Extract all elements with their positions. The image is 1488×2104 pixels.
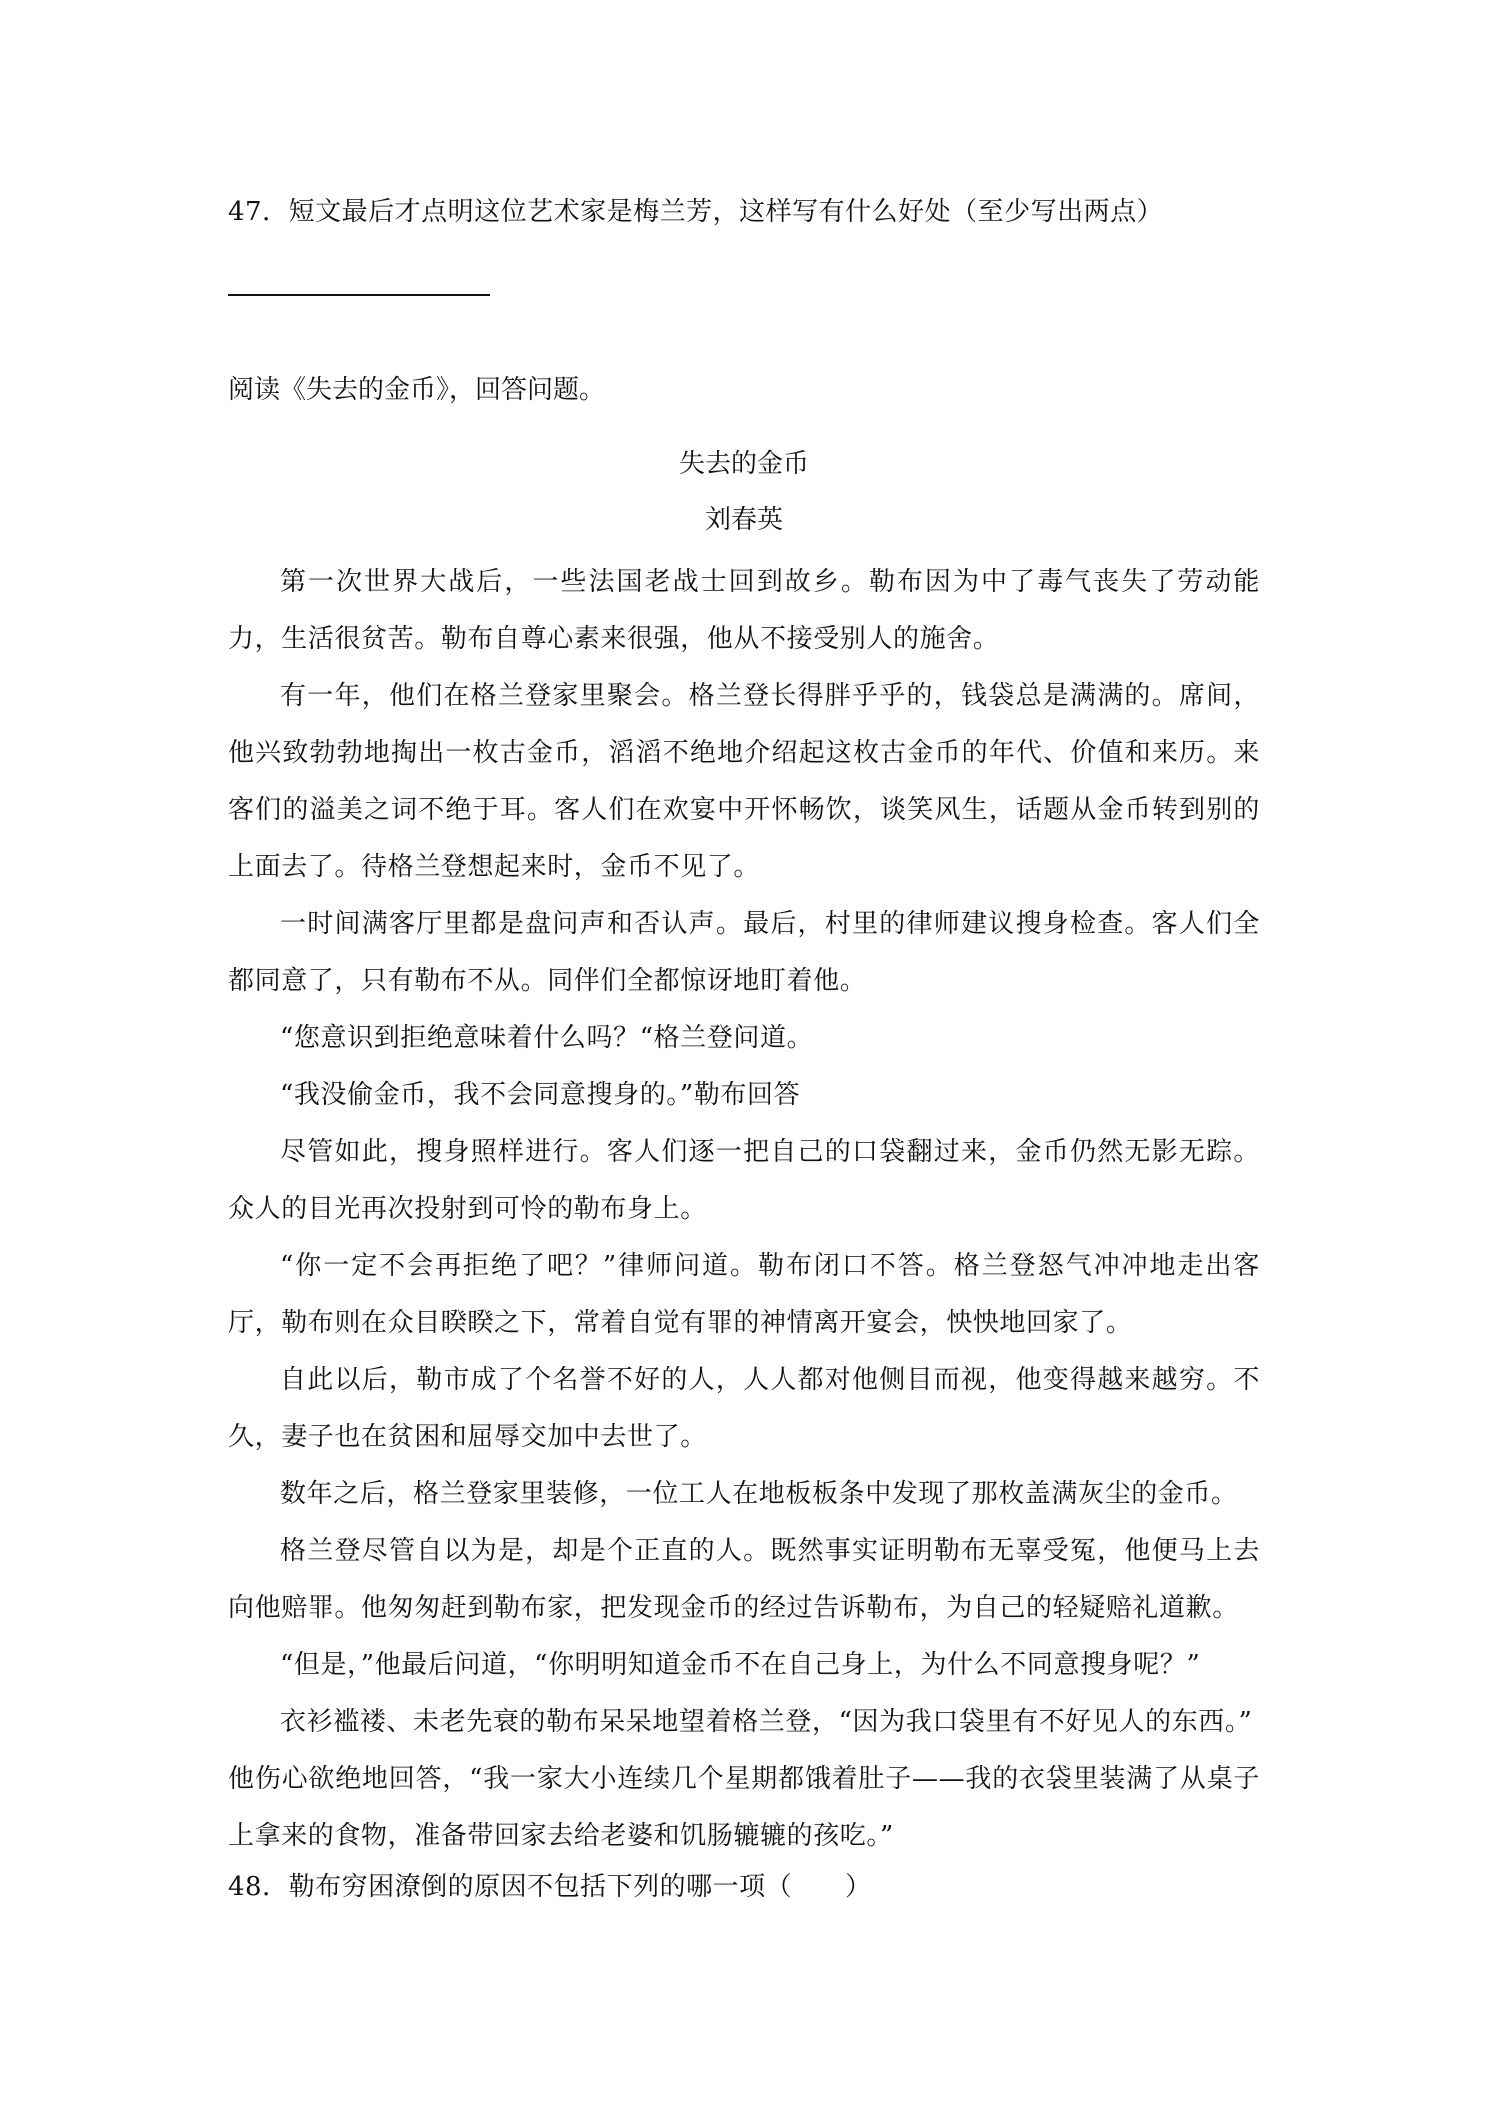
story-paragraph: “你一定不会再拒绝了吧？”律师问道。勒布闭口不答。格兰登怒气冲冲地走出客厅，勒布则在众目睽睽之下，常着自觉有罪的神情离开宴会，怏怏地回家了。	[228, 1251, 1260, 1338]
answer-blank-line	[228, 294, 490, 296]
story-paragraph: “但是，”他最后问道，“你明明知道金币不在自己身上，为什么不同意搜身呢？”	[280, 1650, 1201, 1680]
reading-intro: 阅读《失去的金币》，回答问题。	[228, 375, 606, 405]
story-paragraph: 他伤心欲绝地回答，“我一家大小连续几个星期都饿着肚子——我的衣袋里装满了从桌子上拿来的食物，准备带回家去给老婆和饥肠辘辘的孩吃。”	[228, 1764, 1260, 1851]
question-47: 47．短文最后才点明这位艺术家是梅兰芳，这样写有什么好处（至少写出两点）	[228, 197, 1164, 227]
story-author: 刘春英	[704, 505, 783, 535]
story-paragraph: 有一年，他们在格兰登家里聚会。格兰登长得胖乎乎的，钱袋总是满满的。席间，他兴致勃勃地掏出一枚古金币，滔滔不绝地介绍起这枚古金币的年代、价值和来历。来客们的溢美之词不绝于耳。客人们在欢宴中开怀畅饮，谈笑风生，话题从金币转到别的上面去了。待格兰登想起来时，金币不见了。	[228, 681, 1260, 882]
story-paragraph: 衣衫褴褛、未老先衰的勒布呆呆地望着格兰登，“因为我口袋里有不好见人的东西。”	[280, 1707, 1253, 1737]
story-body	[228, 554, 1260, 1865]
story-paragraph: 第一次世界大战后，一些法国老战士回到故乡。勒布因为中了毒气丧失了劳动能力，生活很贫苦。勒布自尊心素来很强，他从不接受别人的施舍。	[228, 567, 1260, 654]
story-paragraph: 一时间满客厅里都是盘问声和否认声。最后，村里的律师建议搜身检查。客人们全都同意了，只有勒布不从。同伴们全都惊讶地盯着他。	[228, 909, 1260, 996]
question-48: 48．勒布穷困潦倒的原因不包括下列的哪一项（ ）	[228, 1872, 872, 1902]
story-paragraph: 数年之后，格兰登家里装修，一位工人在地板板条中发现了那枚盖满灰尘的金币。	[280, 1479, 1238, 1509]
story-title: 失去的金币	[678, 449, 809, 479]
story-paragraph: 自此以后，勒市成了个名誉不好的人，人人都对他侧目而视，他变得越来越穷。不久，妻子也在贫困和屈辱交加中去世了。	[228, 1365, 1260, 1452]
page-content	[228, 190, 1260, 1935]
story-paragraph: 格兰登尽管自以为是，却是个正直的人。既然事实证明勒布无辜受冤，他便马上去向他赔罪。他匆匆赶到勒布家，把发现金币的经过告诉勒布，为自己的轻疑赔礼道歉。	[228, 1536, 1260, 1623]
story-paragraph: “我没偷金币，我不会同意搜身的。”勒布回答	[280, 1080, 801, 1110]
story-paragraph: 尽管如此，搜身照样进行。客人们逐一把自己的口袋翻过来，金币仍然无影无踪。众人的目光再次投射到可怜的勒布身上。	[228, 1137, 1260, 1224]
story-paragraph: “您意识到拒绝意味着什么吗？“格兰登问道。	[280, 1023, 814, 1053]
